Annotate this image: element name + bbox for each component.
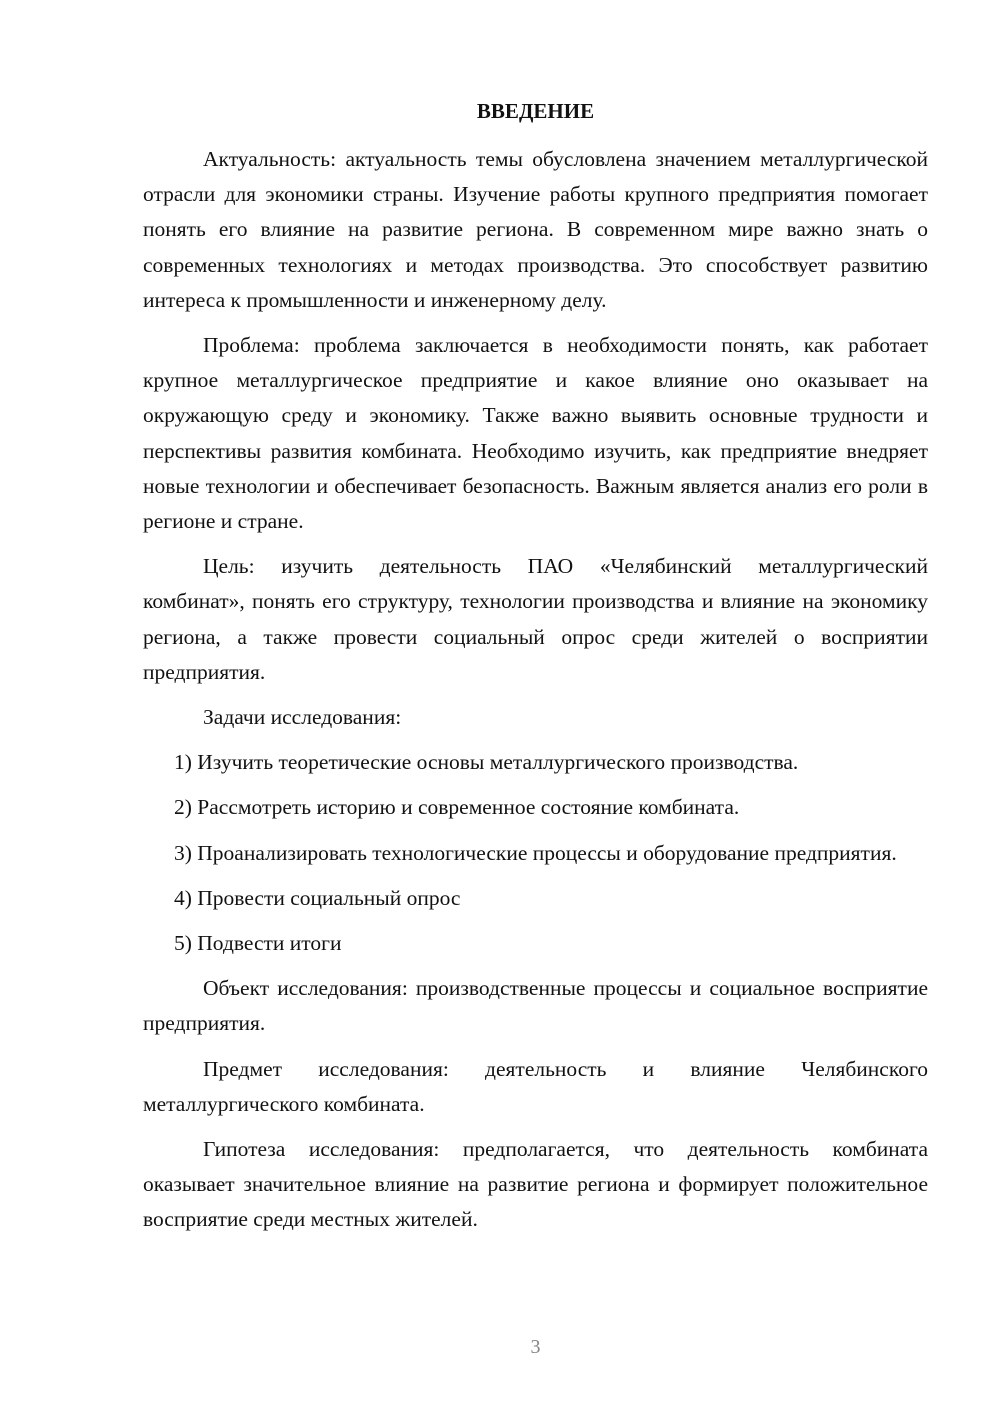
task-item-4: 4) Провести социальный опрос xyxy=(174,885,461,910)
paragraph-relevance: Актуальность: актуальность темы обусловлена значением металлургической отрасли для экономики страны. Изучение работы крупного предприятия помогает понять его влияние на развитие региона. В современном мире важно знать о современных технологиях и методах производства. Это способствует развитию интереса к промышленности и инженерному делу. xyxy=(143,147,928,312)
paragraph-tasks-heading: Задачи исследования: xyxy=(203,705,402,730)
document-body xyxy=(143,142,928,1238)
paragraph-object: Объект исследования: производственные процессы и социальное восприятие предприятия. xyxy=(143,976,928,1036)
task-item-5: 5) Подвести итоги xyxy=(174,931,342,956)
task-item-1: 1) Изучить теоретические основы металлургического производства. xyxy=(174,750,799,775)
paragraph-subject: Предмет исследования: деятельность и влияние Челябинского металлургического комбината. xyxy=(143,1056,928,1116)
paragraph-hypothesis: Гипотеза исследования: предполагается, что деятельность комбината оказывает значительное влияние на развитие региона и формирует положительное восприятие среди местных жителей. xyxy=(143,1137,928,1232)
paragraph-goal: Цель: изучить деятельность ПАО «Челябинский металлургический комбинат», понять его структуру, технологии производства и влияние на экономику региона, а также провести социальный опрос среди жителей о восприятии предприятия. xyxy=(143,554,928,684)
paragraph-problem: Проблема: проблема заключается в необходимости понять, как работает крупное металлургическое предприятие и какое влияние оно оказывает на окружающую среду и экономику. Также важно выявить основные трудности и перспективы развития комбината. Необходимо изучить, как предприятие внедряет новые технологии и обеспечивает безопасность. Важным является анализ его роли в регионе и стране. xyxy=(143,333,928,534)
page-title: ВВЕДЕНИЕ xyxy=(476,99,595,123)
task-item-2: 2) Рассмотреть историю и современное состояние комбината. xyxy=(174,795,740,820)
page-number: 3 xyxy=(530,1336,541,1358)
task-item-3: 3) Проанализировать технологические процессы и оборудование предприятия. xyxy=(174,840,897,865)
